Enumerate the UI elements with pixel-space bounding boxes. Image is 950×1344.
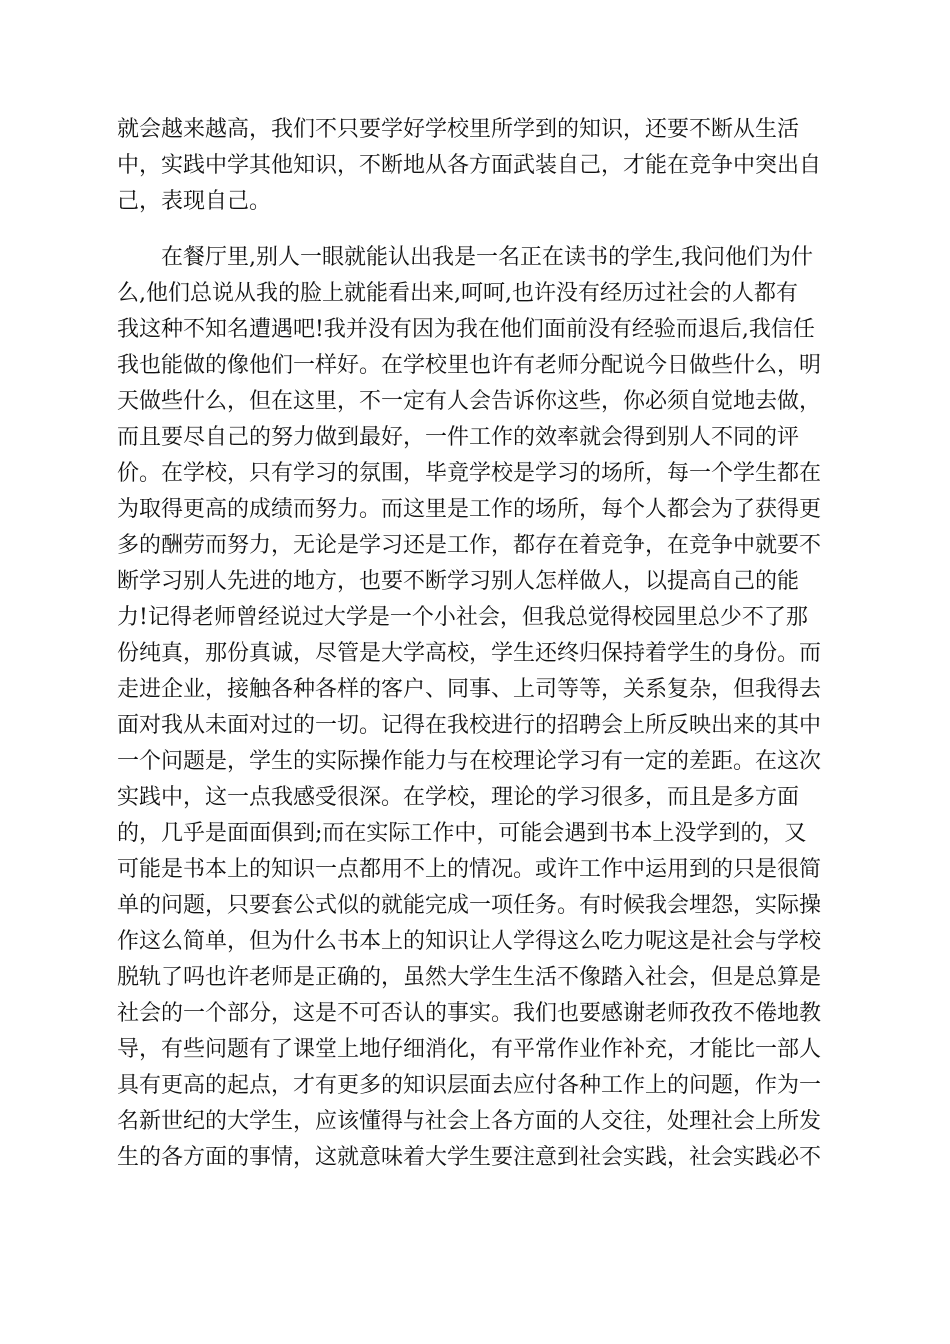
paragraph-1: [117, 112, 837, 220]
text-line: 在餐厅里,别人一眼就能认出我是一名正在读书的学生,我问他们为什: [161, 245, 813, 270]
text-line: 力!记得老师曾经说过大学是一个小社会，但我总觉得校园里总少不了那: [117, 605, 808, 630]
text-line: 就会越来越高，我们不只要学好学校里所学到的知识，还要不断从生活: [117, 117, 800, 142]
text-line: 我也能做的像他们一样好。在学校里也许有老师分配说今日做些什么，明: [117, 353, 822, 378]
text-line: 为取得更高的成绩而努力。而这里是工作的场所，每个人都会为了获得更: [117, 497, 822, 522]
text-line: 一个问题是，学生的实际操作能力与在校理论学习有一定的差距。在这次: [117, 749, 822, 774]
text-line: 具有更高的起点，才有更多的知识层面去应付各种工作上的问题，作为一: [117, 1073, 822, 1098]
text-line: 么,他们总说从我的脸上就能看出来,呵呵,也许没有经历过社会的人都有: [117, 281, 798, 306]
text-line: 的，几乎是面面俱到;而在实际工作中，可能会遇到书本上没学到的，又: [117, 821, 807, 846]
text-line: 份纯真，那份真诚，尽管是大学高校，学生还终归保持着学生的身份。而: [117, 641, 822, 666]
text-line: 脱轨了吗也许老师是正确的，虽然大学生生活不像踏入社会，但是总算是: [117, 965, 822, 990]
text-line: 多的酬劳而努力，无论是学习还是工作，都存在着竞争，在竞争中就要不: [117, 533, 822, 558]
text-line: 生的各方面的事情，这就意味着大学生要注意到社会实践，社会实践必不: [117, 1145, 822, 1170]
text-line: 走进企业，接触各种各样的客户、同事、上司等等，关系复杂，但我得去: [117, 677, 822, 702]
text-line: 导，有些问题有了课堂上地仔细消化，有平常作业作补充，才能比一部人: [117, 1037, 822, 1062]
text-line: 单的问题，只要套公式似的就能完成一项任务。有时候我会埋怨，实际操: [117, 893, 822, 918]
text-line: 面对我从未面对过的一切。记得在我校进行的招聘会上所反映出来的其中: [117, 713, 822, 738]
text-line: 作这么简单，但为什么书本上的知识让人学得这么吃力呢这是社会与学校: [117, 929, 822, 954]
text-line: 天做些什么，但在这里，不一定有人会告诉你这些，你必须自觉地去做，: [117, 389, 822, 414]
text-line: 我这种不知名遭遇吧!我并没有因为我在他们面前没有经验而退后,我信任: [117, 317, 815, 342]
text-line: 名新世纪的大学生，应该懂得与社会上各方面的人交往，处理社会上所发: [117, 1109, 822, 1134]
paragraph-2: [117, 240, 837, 1176]
text-line: 断学习别人先进的地方，也要不断学习别人怎样做人，以提高自己的能: [117, 569, 800, 594]
text-line: 而且要尽自己的努力做到最好，一件工作的效率就会得到别人不同的评: [117, 425, 800, 450]
text-line: 中，实践中学其他知识，不断地从各方面武装自己，才能在竞争中突出自: [117, 153, 822, 178]
text-line: 价。在学校，只有学习的氛围，毕竟学校是学习的场所，每一个学生都在: [117, 461, 822, 486]
text-line: 己，表现自己。: [117, 189, 272, 214]
text-line: 社会的一个部分，这是不可否认的事实。我们也要感谢老师孜孜不倦地教: [117, 1001, 822, 1026]
text-line: 实践中，这一点我感受很深。在学校，理论的学习很多，而且是多方面: [117, 785, 800, 810]
text-line: 可能是书本上的知识一点都用不上的情况。或许工作中运用到的只是很简: [117, 857, 822, 882]
